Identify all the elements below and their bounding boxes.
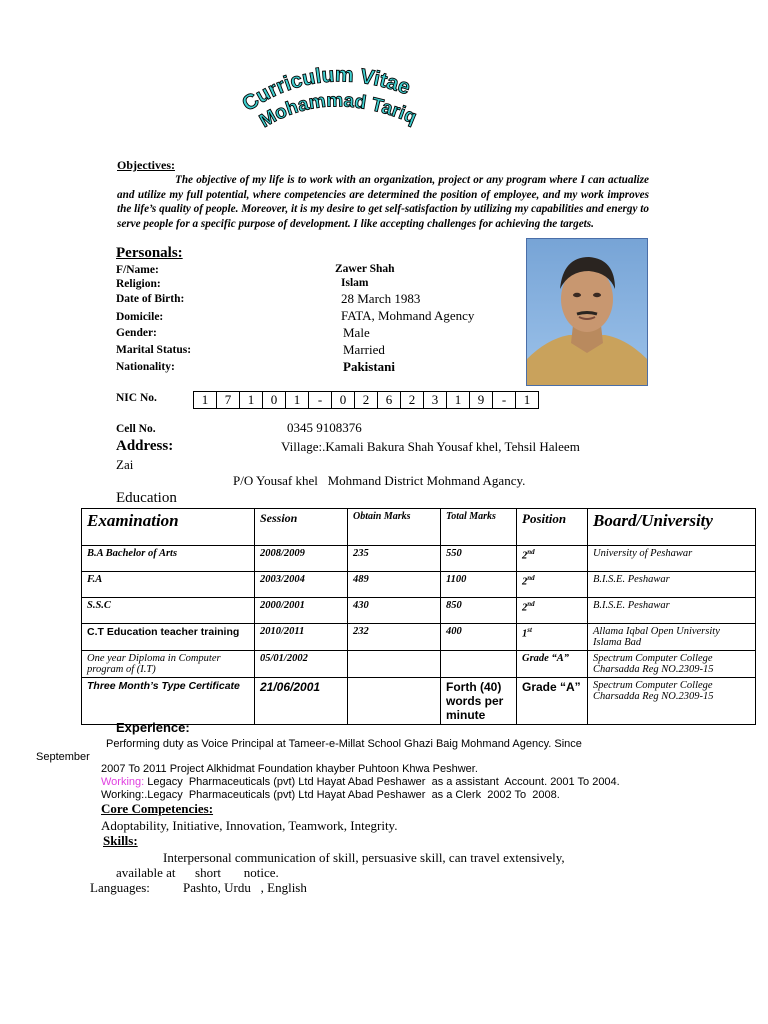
nic-digit: 3 xyxy=(424,392,447,408)
nic-digit: 0 xyxy=(332,392,355,408)
cell-obtain: 489 xyxy=(348,572,441,598)
nationality-value: Pakistani xyxy=(343,359,396,374)
cell-board: Allama Iqbal Open University Islama Bad xyxy=(588,624,756,651)
domicile-value: FATA, Mohmand Agency xyxy=(341,308,475,323)
header-examination: Examination xyxy=(82,509,255,546)
address-heading: Address: xyxy=(116,438,174,454)
nic-number-boxes xyxy=(193,391,539,409)
cell-position: 1st xyxy=(517,624,588,651)
nationality-label: Nationality: xyxy=(116,361,175,373)
cell-obtain: 235 xyxy=(348,546,441,572)
cell-total: Forth (40) words per minute xyxy=(441,678,517,725)
nic-label: NIC No. xyxy=(116,392,157,404)
header-position: Position xyxy=(517,509,588,546)
cell-position: Grade “A” xyxy=(517,678,588,725)
address-line2: Zai xyxy=(116,457,134,472)
cell-exam: F.A xyxy=(82,572,255,598)
nic-digit: 7 xyxy=(217,392,240,408)
table-row xyxy=(82,624,756,651)
title-line1: Curriculum Vitae xyxy=(238,63,414,116)
profile-photo xyxy=(526,238,648,386)
cell-total: 1100 xyxy=(441,572,517,598)
cell-total: 850 xyxy=(441,598,517,624)
nic-digit: 1 xyxy=(286,392,309,408)
objectives-heading: Objectives: xyxy=(117,158,175,172)
experience-line2: 2007 To 2011 Project Alkhidmat Foundation khayber Puhtoon Khwa Peshwer. xyxy=(101,763,478,775)
working-label: Working: xyxy=(101,776,145,788)
table-header-row xyxy=(82,509,756,546)
cell-session: 05/01/2002 xyxy=(255,651,348,678)
skills-line1: Interpersonal communication of skill, persuasive skill, can travel extensively, xyxy=(163,850,565,865)
cell-total xyxy=(441,651,517,678)
skills-line2: available at short notice. xyxy=(116,865,279,880)
fname-value: Zawer Shah xyxy=(335,263,395,275)
cell-board: University of Peshawar xyxy=(588,546,756,572)
cell-board: Spectrum Computer College Charsadda Reg NO.2309-15 xyxy=(588,651,756,678)
cell-session: 2010/2011 xyxy=(255,624,348,651)
cell-position: 2nd xyxy=(517,572,588,598)
nic-digit: 6 xyxy=(378,392,401,408)
cell-board: Spectrum Computer College Charsadda Reg NO.2309-15 xyxy=(588,678,756,725)
dob-value: 28 March 1983 xyxy=(341,291,421,306)
cell-position: Grade “A” xyxy=(517,651,588,678)
cell-obtain: 430 xyxy=(348,598,441,624)
cell-exam: One year Diploma in Computer program of (I.T) xyxy=(82,651,255,678)
header-total-marks: Total Marks xyxy=(441,509,517,546)
cell-session: 2000/2001 xyxy=(255,598,348,624)
cell-exam: C.T Education teacher training xyxy=(82,624,255,651)
experience-line1b: September xyxy=(36,751,90,763)
nic-digit: 9 xyxy=(470,392,493,408)
table-row xyxy=(82,546,756,572)
cell-obtain: 232 xyxy=(348,624,441,651)
experience-line4: Working:.Legacy Pharmaceuticals (pvt) Ltd Hayat Abad Peshawer as a Clerk 2002 To 2008. xyxy=(101,789,560,801)
nic-digit: 1 xyxy=(240,392,263,408)
table-row xyxy=(82,572,756,598)
education-heading: Education xyxy=(116,490,177,506)
nic-digit: 2 xyxy=(355,392,378,408)
cell-obtain xyxy=(348,678,441,725)
languages-label: Languages: xyxy=(90,880,150,895)
table-row xyxy=(82,651,756,678)
gender-value: Male xyxy=(343,325,370,340)
cell-exam: S.S.C xyxy=(82,598,255,624)
domicile-label: Domicile: xyxy=(116,311,164,323)
cell-session: 21/06/2001 xyxy=(255,678,348,725)
dob-label: Date of Birth: xyxy=(116,293,185,305)
address-line1: Village:.Kamali Bakura Shah Yousaf khel, Tehsil Haleem xyxy=(281,439,580,454)
nic-digit: 2 xyxy=(401,392,424,408)
nic-digit: 0 xyxy=(263,392,286,408)
cell-session: 2008/2009 xyxy=(255,546,348,572)
nic-digit: 1 xyxy=(523,392,531,407)
title-line2: Mohammad Tariq xyxy=(256,90,420,133)
core-text: Adoptability, Initiative, Innovation, Teamwork, Integrity. xyxy=(101,818,398,833)
cell-session: 2003/2004 xyxy=(255,572,348,598)
cell-board: B.I.S.E. Peshawar xyxy=(588,598,756,624)
languages-value: Pashto, Urdu , English xyxy=(183,880,307,895)
cell-obtain xyxy=(348,651,441,678)
table-row xyxy=(82,598,756,624)
gender-label: Gender: xyxy=(116,327,157,339)
cv-title-wordart xyxy=(236,62,456,142)
cell-exam: B.A Bachelor of Arts xyxy=(82,546,255,572)
header-board: Board/University xyxy=(588,509,756,546)
experience-line1: Performing duty as Voice Principal at Tameer-e-Millat School Ghazi Baig Mohmand Agency. Since xyxy=(106,738,582,750)
experience-line3 xyxy=(101,776,620,788)
experience-line3-text: Legacy Pharmaceuticals (pvt) Ltd Hayat Abad Peshawer as a assistant Account. 2001 To 2004. xyxy=(144,776,620,788)
personals-heading: Personals: xyxy=(116,245,183,261)
cell-exam: Three Month’s Type Certificate xyxy=(82,678,255,725)
cell-position: 2nd xyxy=(517,546,588,572)
religion-value: Islam xyxy=(341,277,369,289)
cell-board: B.I.S.E. Peshawar xyxy=(588,572,756,598)
header-session: Session xyxy=(255,509,348,546)
marital-value: Married xyxy=(343,342,385,357)
core-heading: Core Competencies: xyxy=(101,801,214,816)
table-row xyxy=(82,678,756,725)
skills-heading: Skills: xyxy=(103,833,138,848)
religion-label: Religion: xyxy=(116,278,161,290)
education-table xyxy=(81,508,756,725)
cell-value: 0345 9108376 xyxy=(287,420,362,435)
marital-label: Marital Status: xyxy=(116,344,192,356)
nic-digit: - xyxy=(493,392,516,408)
nic-digit: 1 xyxy=(447,392,470,408)
header-obtain-marks: Obtain Marks xyxy=(348,509,441,546)
fname-label: F/Name: xyxy=(116,264,159,276)
cell-total: 550 xyxy=(441,546,517,572)
objectives-text: The objective of my life is to work with an organization, project or any program where I can actualize and utilize my full potential, where competencies are determined the position of employee, and my work improves the life’s quality of people. Moreover, it is my desire to get self-satisfaction by utilizing my capabilities and energy to serve people for a specific purpose of development. I like accepting challenges for achieving the targets. xyxy=(117,174,649,230)
cell-total: 400 xyxy=(441,624,517,651)
cell-label: Cell No. xyxy=(116,423,156,435)
address-line3: P/O Yousaf khel Mohmand District Mohmand Agancy. xyxy=(233,473,526,488)
nic-digit: 1 xyxy=(194,392,217,408)
cell-position: 2nd xyxy=(517,598,588,624)
nic-digit: - xyxy=(309,392,332,408)
experience-heading: Experience: xyxy=(116,720,190,735)
person-portrait-icon xyxy=(527,239,647,385)
